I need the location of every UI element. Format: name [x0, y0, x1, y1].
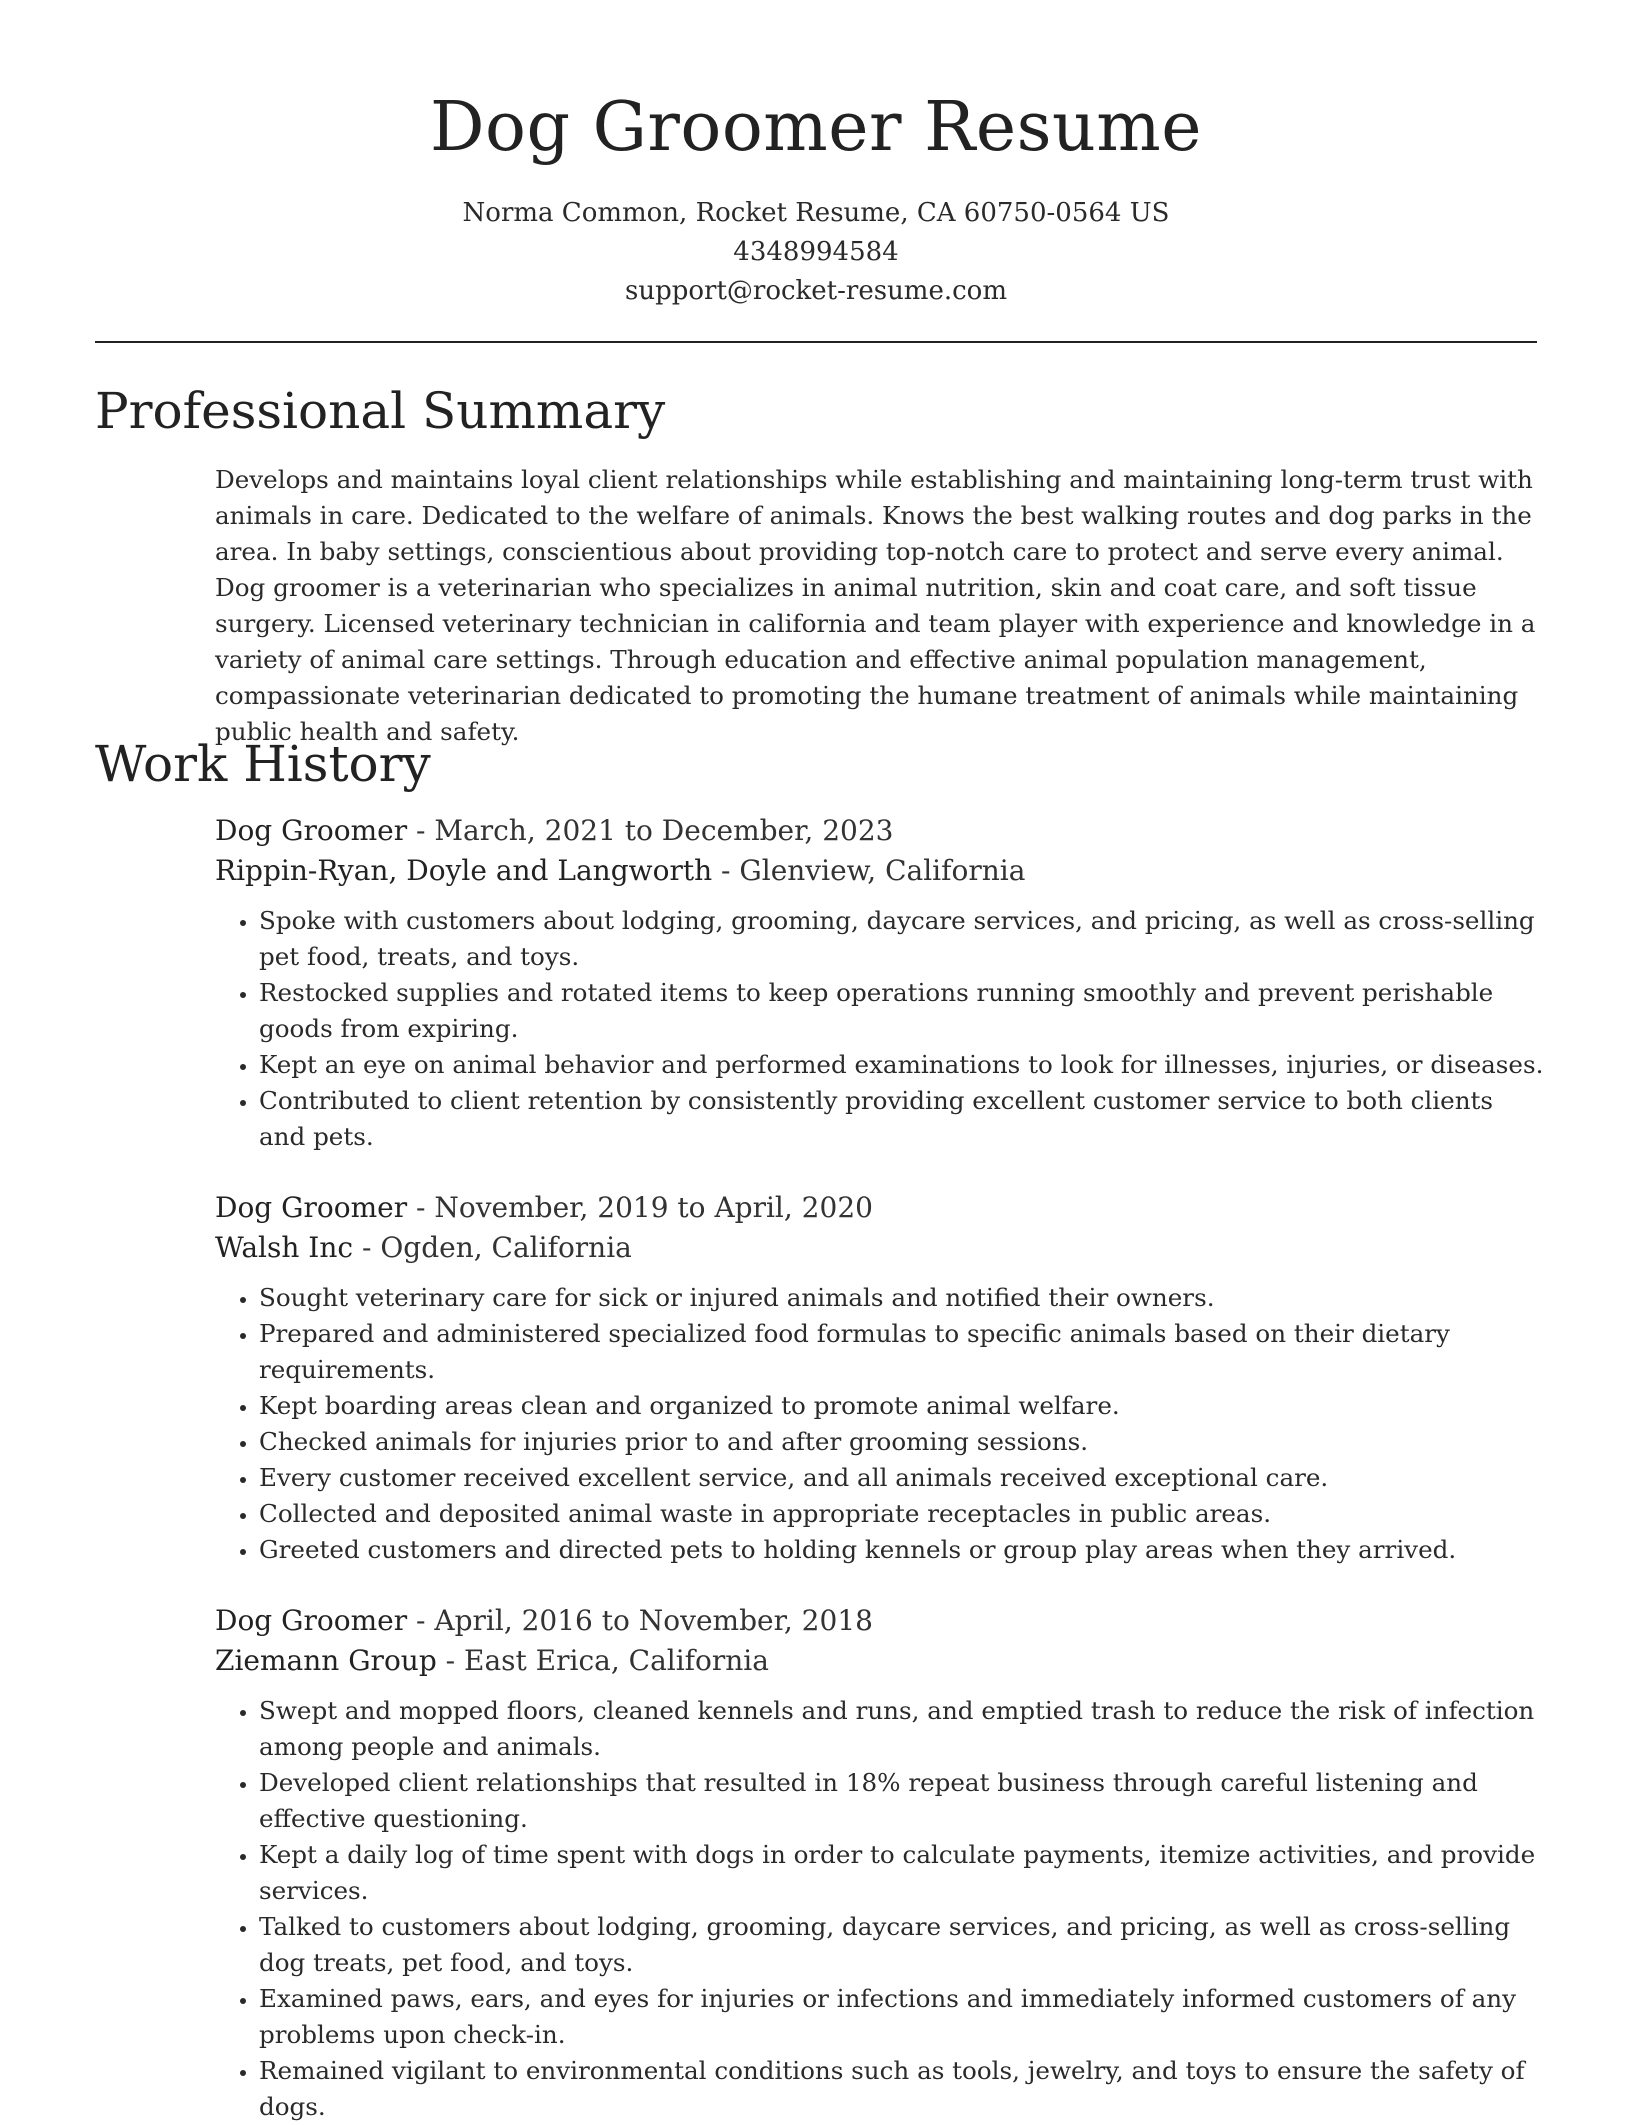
job-bullet: • Restocked supplies and rotated items to keep operations running smoothly and prevent perishable goods from expiring. [259, 975, 1547, 1047]
job-bullet: • Swept and mopped floors, cleaned kennels and runs, and emptied trash to reduce the risk of infection among people and animals. [259, 1693, 1547, 1765]
job-bullets [215, 903, 1547, 1155]
summary-heading: Professional Summary [95, 382, 666, 440]
job-bullet: • Kept an eye on animal behavior and performed examinations to look for illnesses, injuries, or diseases. [259, 1047, 1547, 1083]
job-bullet: • Checked animals for injuries prior to and after grooming sessions. [259, 1424, 1547, 1460]
job-bullet: • Spoke with customers about lodging, grooming, daycare services, and pricing, as well as cross-selling pet food, treats, and toys. [259, 903, 1547, 975]
job-entry [215, 1188, 1547, 1568]
job-bullet: • Developed client relationships that resulted in 18% repeat business through careful listening and effective questioning. [259, 1765, 1547, 1837]
job-title: Dog Groomer [215, 1604, 408, 1637]
job-title: Dog Groomer [215, 1191, 408, 1224]
job-title-line [215, 1188, 1547, 1228]
job-bullet: • Greeted customers and directed pets to holding kennels or group play areas when they arrived. [259, 1532, 1547, 1568]
job-dates: November, 2019 to April, 2020 [434, 1191, 873, 1224]
job-bullet: • Collected and deposited animal waste in appropriate receptacles in public areas. [259, 1496, 1547, 1532]
separator: - [436, 1644, 465, 1677]
resume-title: Dog Groomer Resume [429, 88, 1202, 167]
job-bullet: • Talked to customers about lodging, grooming, daycare services, and pricing, as well as cross-selling dog treats, pet food, and toys. [259, 1909, 1547, 1981]
separator: - [353, 1231, 381, 1264]
resume-header [0, 0, 1632, 311]
separator: - [712, 854, 740, 887]
job-bullet: • Sought veterinary care for sick or injured animals and notified their owners. [259, 1280, 1547, 1316]
job-company: Walsh Inc [215, 1231, 354, 1264]
job-location: Ogden, California [380, 1231, 632, 1264]
separator: - [407, 1191, 435, 1224]
contact-phone: 4348994584 [733, 237, 899, 267]
job-bullets [215, 1280, 1547, 1568]
contact-address: Norma Common, Rocket Resume, CA 60750-0564 US [462, 198, 1170, 228]
summary-text: Develops and maintains loyal client relationships while establishing and maintaining long-term trust with animals in care. Dedicated to the welfare of animals. Knows the best walking routes and dog parks in the area. In baby settings, conscientious about providing top-notch care to protect and serve every animal. Dog groomer is a veterinarian who specializes in animal nutrition, skin and coat care, and soft tissue surgery. Licensed veterinary technician in california and team player with experience and knowledge in a variety of animal care settings. Through education and effective animal population management, compassionate veterinarian dedicated to promoting the humane treatment of animals while maintaining public health and safety. [215, 465, 1536, 746]
job-bullet: • Remained vigilant to environmental conditions such as tools, jewelry, and toys to ensure the safety of dogs. [259, 2053, 1547, 2125]
job-bullet: • Kept boarding areas clean and organized to promote animal welfare. [259, 1388, 1547, 1424]
job-dates: March, 2021 to December, 2023 [434, 814, 894, 847]
separator: - [407, 1604, 435, 1637]
job-title-line [215, 811, 1547, 851]
separator: - [407, 814, 435, 847]
work-history-heading: Work History [95, 735, 431, 793]
job-entry [215, 811, 1547, 1155]
job-location: East Erica, California [464, 1644, 769, 1677]
contact-info [0, 194, 1632, 311]
job-company: Ziemann Group [215, 1644, 437, 1677]
job-title: Dog Groomer [215, 814, 408, 847]
contact-email: support@rocket-resume.com [624, 276, 1007, 306]
job-bullet: • Examined paws, ears, and eyes for injuries or infections and immediately informed customers of any problems upon check-in. [259, 1981, 1547, 2053]
job-company-line [215, 1641, 1547, 1681]
job-title-line [215, 1601, 1547, 1641]
job-bullet: • Prepared and administered specialized food formulas to specific animals based on their dietary requirements. [259, 1316, 1547, 1388]
header-divider [95, 341, 1537, 343]
job-location: Glenview, California [739, 854, 1026, 887]
job-bullets [215, 1693, 1547, 2125]
job-entry [215, 1601, 1547, 2125]
job-company-line [215, 1228, 1547, 1268]
job-company: Rippin-Ryan, Doyle and Langworth [215, 854, 713, 887]
job-bullet: • Kept a daily log of time spent with dogs in order to calculate payments, itemize activities, and provide services. [259, 1837, 1547, 1909]
job-bullet: • Every customer received excellent service, and all animals received exceptional care. [259, 1460, 1547, 1496]
job-bullet: • Contributed to client retention by consistently providing excellent customer service to both clients and pets. [259, 1083, 1547, 1155]
job-dates: April, 2016 to November, 2018 [434, 1604, 873, 1637]
job-company-line [215, 851, 1547, 891]
